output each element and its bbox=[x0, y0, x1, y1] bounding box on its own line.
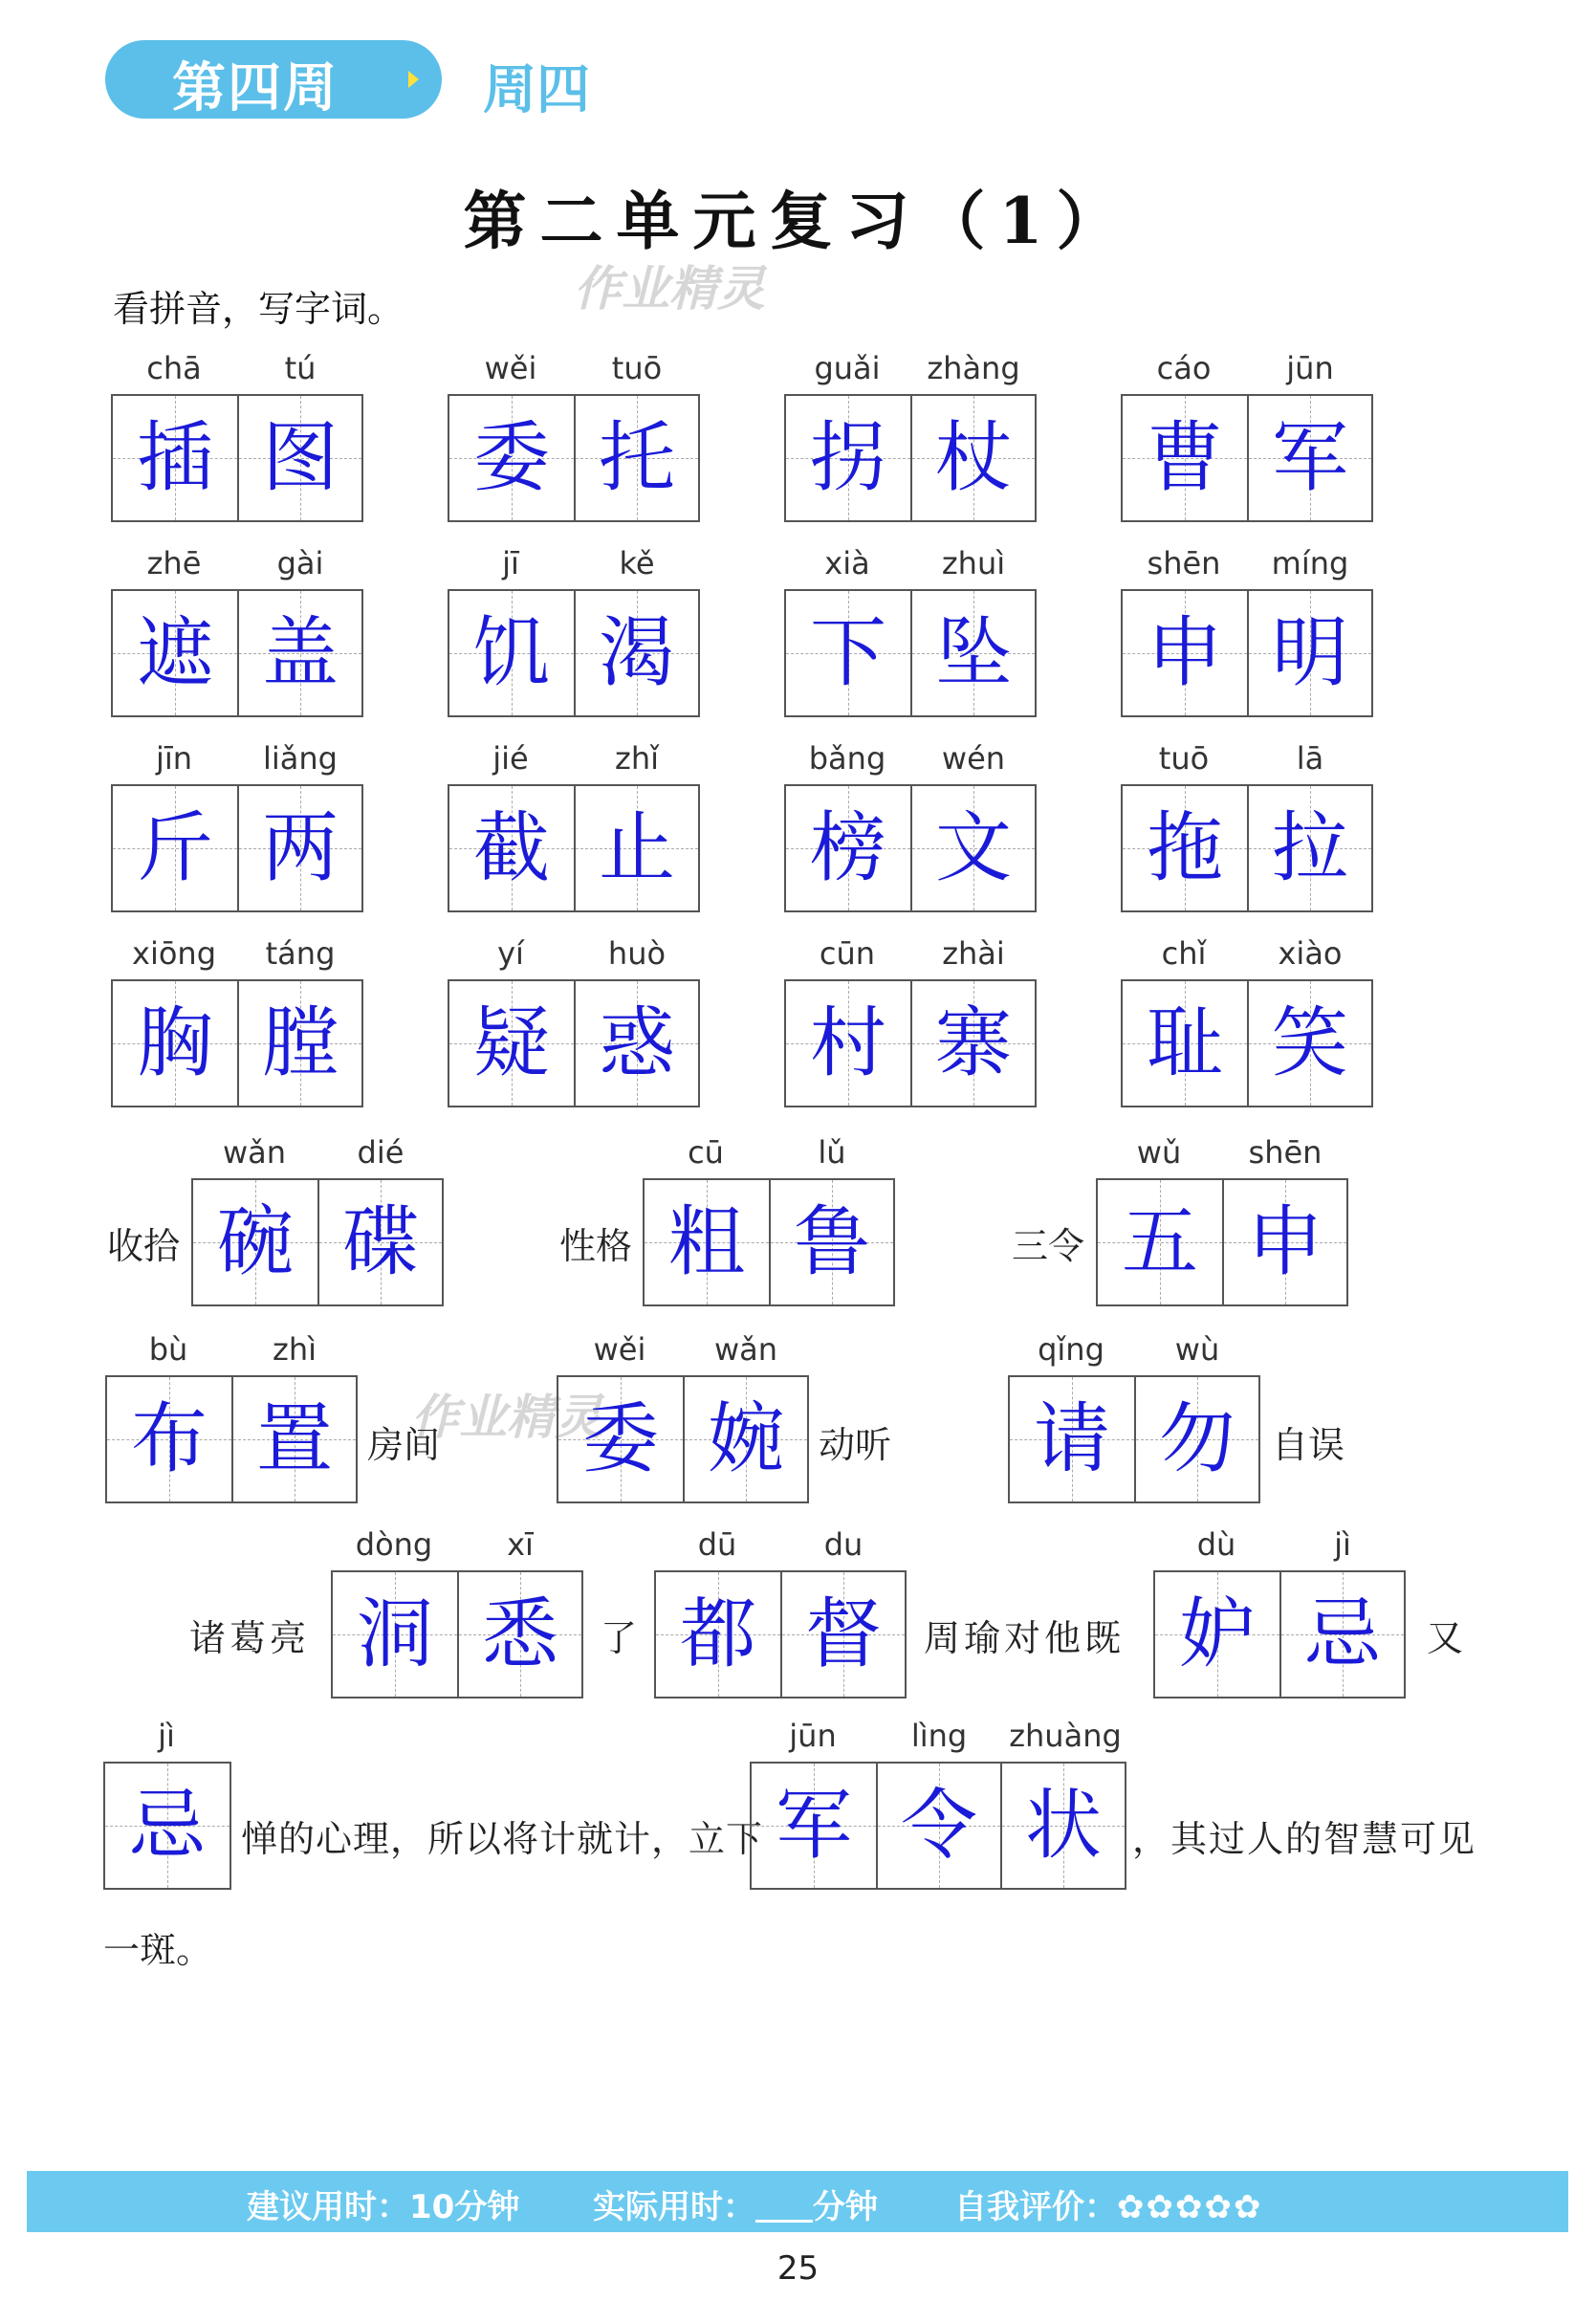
pinyin: shēn bbox=[1147, 545, 1221, 581]
answer-character: 疑 bbox=[473, 998, 550, 1087]
pinyin: cū bbox=[688, 1134, 724, 1171]
tian-grid-cell[interactable] bbox=[113, 981, 237, 1106]
tian-grid-cell[interactable] bbox=[876, 1764, 1000, 1888]
answer-character: 明 bbox=[1272, 608, 1348, 697]
answer-character: 布 bbox=[131, 1394, 208, 1483]
tian-grid-cell[interactable] bbox=[449, 981, 574, 1106]
tian-grid-cell[interactable] bbox=[237, 786, 361, 910]
pinyin-row bbox=[654, 1526, 907, 1574]
answer-character: 曹 bbox=[1147, 413, 1223, 502]
pinyin-row bbox=[784, 350, 1037, 398]
pinyin: kě bbox=[619, 545, 655, 581]
answer-character: 军 bbox=[1272, 413, 1348, 502]
pinyin: wǎn bbox=[713, 1331, 778, 1368]
writing-boxes bbox=[111, 784, 363, 912]
pinyin-row bbox=[784, 935, 1037, 983]
pinyin-row bbox=[191, 1134, 444, 1182]
pinyin-row bbox=[111, 740, 363, 788]
answer-character: 勿 bbox=[1159, 1394, 1235, 1483]
tian-grid-cell[interactable] bbox=[1279, 1572, 1404, 1697]
pinyin-row bbox=[1121, 935, 1373, 983]
pinyin: dū bbox=[697, 1526, 737, 1563]
sentence-text: 三令 bbox=[1012, 1225, 1085, 1267]
answer-character: 耻 bbox=[1147, 998, 1223, 1087]
tian-grid-cell[interactable] bbox=[449, 396, 574, 520]
answer-character: 请 bbox=[1034, 1394, 1110, 1483]
pinyin: jì bbox=[1334, 1526, 1351, 1563]
tian-grid-cell[interactable] bbox=[107, 1377, 231, 1501]
answer-character: 图 bbox=[262, 413, 339, 502]
day-label: 周四 bbox=[483, 59, 590, 121]
tian-grid-cell[interactable] bbox=[113, 786, 237, 910]
tian-grid-cell[interactable] bbox=[574, 591, 698, 715]
writing-boxes bbox=[448, 979, 700, 1107]
tian-grid-cell[interactable] bbox=[574, 981, 698, 1106]
answer-character: 渴 bbox=[599, 608, 675, 697]
pinyin: cūn bbox=[819, 935, 876, 972]
tian-grid-cell[interactable] bbox=[1123, 396, 1247, 520]
pinyin: huò bbox=[607, 935, 667, 972]
answer-character: 申 bbox=[1147, 608, 1223, 697]
writing-boxes bbox=[448, 394, 700, 522]
pinyin: zhuì bbox=[941, 545, 1006, 581]
pinyin: wěi bbox=[593, 1331, 646, 1368]
answer-character: 膛 bbox=[262, 998, 339, 1087]
tian-grid-cell[interactable] bbox=[1222, 1180, 1346, 1304]
pinyin: cáo bbox=[1156, 350, 1212, 386]
pinyin: wù bbox=[1174, 1331, 1220, 1368]
watermark: 作业精灵 bbox=[411, 1390, 602, 1445]
answer-character: 惑 bbox=[599, 998, 675, 1087]
tian-grid-cell[interactable] bbox=[1247, 786, 1371, 910]
sentence-text: ，其过人的智慧可见 bbox=[1132, 1818, 1477, 1860]
self-eval-label: 自我评价： bbox=[954, 2188, 1117, 2226]
pinyin-row bbox=[448, 740, 700, 788]
tian-grid-cell[interactable] bbox=[1000, 1764, 1125, 1888]
writing-boxes bbox=[191, 1178, 444, 1306]
tian-grid-cell[interactable] bbox=[1155, 1572, 1279, 1697]
answer-character: 洞 bbox=[357, 1589, 433, 1678]
pinyin-row bbox=[448, 350, 700, 398]
pinyin: dié bbox=[357, 1134, 404, 1171]
pinyin: bù bbox=[148, 1331, 188, 1368]
answer-character: 鲁 bbox=[794, 1197, 870, 1286]
pinyin: zhǐ bbox=[615, 740, 659, 777]
answer-character: 寨 bbox=[935, 998, 1012, 1087]
tian-grid-cell[interactable] bbox=[105, 1764, 230, 1888]
pinyin-row bbox=[1121, 350, 1373, 398]
answer-character: 插 bbox=[137, 413, 213, 502]
pinyin: dù bbox=[1196, 1526, 1236, 1563]
actual-time-label: 实际用时： bbox=[593, 2188, 755, 2226]
pinyin-row bbox=[557, 1331, 809, 1379]
pinyin-row bbox=[1008, 1331, 1260, 1379]
pinyin-row bbox=[105, 1331, 358, 1379]
pinyin: jié bbox=[492, 740, 529, 777]
pinyin-row bbox=[784, 740, 1037, 788]
pinyin: dòng bbox=[355, 1526, 433, 1563]
pinyin: xī bbox=[507, 1526, 534, 1563]
tian-grid-cell[interactable] bbox=[780, 1572, 905, 1697]
tian-grid-cell[interactable] bbox=[786, 981, 910, 1106]
pinyin: zhuàng bbox=[1009, 1718, 1122, 1754]
answer-character: 忌 bbox=[1304, 1589, 1381, 1678]
sentence-text: 又 bbox=[1427, 1617, 1464, 1659]
tian-grid-cell[interactable] bbox=[1098, 1180, 1222, 1304]
pinyin-row bbox=[643, 1134, 895, 1182]
tian-grid-cell[interactable] bbox=[317, 1180, 442, 1304]
answer-character: 坠 bbox=[935, 608, 1012, 697]
answer-character: 拖 bbox=[1147, 803, 1223, 892]
pinyin-row bbox=[111, 350, 363, 398]
sentence-text: 性格 bbox=[559, 1225, 633, 1267]
pinyin: zhài bbox=[942, 935, 1005, 972]
pinyin: zhàng bbox=[927, 350, 1020, 386]
pinyin: xiào bbox=[1278, 935, 1343, 972]
page-number: 25 bbox=[776, 2249, 820, 2288]
tian-grid-cell[interactable] bbox=[910, 981, 1035, 1106]
pinyin: du bbox=[823, 1526, 864, 1563]
pinyin: qǐng bbox=[1038, 1331, 1104, 1368]
tian-grid-cell[interactable] bbox=[656, 1572, 780, 1697]
pinyin: xiōng bbox=[132, 935, 216, 972]
tian-grid-cell[interactable] bbox=[449, 591, 574, 715]
writing-boxes bbox=[654, 1570, 907, 1698]
answer-character: 督 bbox=[805, 1589, 882, 1678]
answer-character: 村 bbox=[810, 998, 886, 1087]
tian-grid-cell[interactable] bbox=[1247, 396, 1371, 520]
tian-grid-cell[interactable] bbox=[910, 786, 1035, 910]
tian-grid-cell[interactable] bbox=[237, 396, 361, 520]
writing-boxes bbox=[784, 589, 1037, 717]
instruction: 看拼音，写字词。 bbox=[113, 288, 404, 330]
tian-grid-cell[interactable] bbox=[786, 786, 910, 910]
tian-grid-cell[interactable] bbox=[237, 981, 361, 1106]
pinyin: lǔ bbox=[818, 1134, 846, 1171]
tian-grid-cell[interactable] bbox=[786, 591, 910, 715]
answer-character: 忌 bbox=[129, 1781, 206, 1870]
pinyin: jì bbox=[158, 1718, 175, 1754]
sentence-text: 了 bbox=[601, 1617, 638, 1659]
writing-boxes bbox=[103, 1762, 231, 1890]
tian-grid-cell[interactable] bbox=[457, 1572, 581, 1697]
writing-boxes bbox=[784, 979, 1037, 1107]
pinyin: lā bbox=[1296, 740, 1324, 777]
pinyin: chā bbox=[146, 350, 202, 386]
pinyin: gài bbox=[276, 545, 324, 581]
pinyin: jūn bbox=[1286, 350, 1334, 386]
pinyin: lìng bbox=[910, 1718, 968, 1754]
tian-grid-cell[interactable] bbox=[1134, 1377, 1258, 1501]
self-evaluation bbox=[954, 2181, 1262, 2227]
pinyin-row bbox=[448, 545, 700, 593]
tian-grid-cell[interactable] bbox=[769, 1180, 893, 1304]
tian-grid-cell[interactable] bbox=[1123, 591, 1247, 715]
tian-grid-cell[interactable] bbox=[574, 396, 698, 520]
week-label: 第四周 bbox=[172, 57, 339, 120]
answer-character: 五 bbox=[1122, 1197, 1198, 1286]
answer-character: 下 bbox=[810, 608, 886, 697]
answer-character: 申 bbox=[1247, 1197, 1323, 1286]
tian-grid-cell[interactable] bbox=[449, 786, 574, 910]
tian-grid-cell[interactable] bbox=[683, 1377, 807, 1501]
sentence-text: 诸葛亮 bbox=[189, 1617, 311, 1659]
answer-character: 状 bbox=[1025, 1781, 1102, 1870]
answer-character: 碟 bbox=[342, 1197, 419, 1286]
writing-boxes bbox=[1121, 979, 1373, 1107]
tian-grid-cell[interactable] bbox=[333, 1572, 457, 1697]
sentence-text: 收拾 bbox=[107, 1225, 181, 1267]
tian-grid-cell[interactable] bbox=[558, 1377, 683, 1501]
tian-grid-cell[interactable] bbox=[786, 396, 910, 520]
sentence-text: 一斑。 bbox=[103, 1929, 213, 1971]
answer-character: 杖 bbox=[935, 413, 1012, 502]
pinyin-row bbox=[1121, 545, 1373, 593]
answer-character: 委 bbox=[473, 413, 550, 502]
writing-boxes bbox=[111, 589, 363, 717]
answer-character: 两 bbox=[262, 803, 339, 892]
pinyin: guǎi bbox=[814, 350, 881, 386]
pinyin: tuō bbox=[1158, 740, 1210, 777]
answer-character: 粗 bbox=[668, 1197, 745, 1286]
writing-boxes bbox=[1121, 589, 1373, 717]
writing-boxes bbox=[1096, 1178, 1348, 1306]
pinyin: wěi bbox=[484, 350, 537, 386]
answer-character: 军 bbox=[776, 1781, 852, 1870]
pinyin: chǐ bbox=[1161, 935, 1207, 972]
pinyin: wǔ bbox=[1136, 1134, 1182, 1171]
answer-character: 令 bbox=[901, 1781, 977, 1870]
writing-boxes bbox=[784, 394, 1037, 522]
tian-grid-cell[interactable] bbox=[1247, 591, 1371, 715]
writing-boxes bbox=[643, 1178, 895, 1306]
watermark: 作业精灵 bbox=[574, 261, 765, 317]
page-title: 第二单元复习（1） bbox=[463, 184, 1133, 258]
writing-boxes bbox=[557, 1375, 809, 1503]
writing-boxes bbox=[1008, 1375, 1260, 1503]
answer-character: 妒 bbox=[1179, 1589, 1256, 1678]
pinyin-row bbox=[1121, 740, 1373, 788]
pinyin: zhì bbox=[273, 1331, 317, 1368]
tian-grid-cell[interactable] bbox=[752, 1764, 876, 1888]
tian-grid-cell[interactable] bbox=[1123, 981, 1247, 1106]
answer-character: 饥 bbox=[473, 608, 550, 697]
sentence-text: 自误 bbox=[1272, 1424, 1345, 1466]
pinyin: wǎn bbox=[222, 1134, 287, 1171]
writing-boxes bbox=[1121, 394, 1373, 522]
tian-grid-cell[interactable] bbox=[237, 591, 361, 715]
writing-boxes bbox=[111, 394, 363, 522]
sentence-text: 房间 bbox=[367, 1424, 441, 1466]
tian-grid-cell[interactable] bbox=[193, 1180, 317, 1304]
pinyin: jīn bbox=[155, 740, 193, 777]
writing-boxes bbox=[1121, 784, 1373, 912]
pinyin: yí bbox=[497, 935, 524, 972]
pinyin: tú bbox=[284, 350, 317, 386]
writing-boxes bbox=[448, 589, 700, 717]
answer-character: 婉 bbox=[708, 1394, 784, 1483]
arrow-right-icon bbox=[408, 71, 419, 88]
answer-character: 置 bbox=[256, 1394, 333, 1483]
pinyin-row bbox=[1153, 1526, 1406, 1574]
sentence-text: 惮的心理，所以将计就计，立下 bbox=[241, 1818, 764, 1860]
pinyin-row bbox=[1096, 1134, 1348, 1182]
writing-boxes bbox=[1153, 1570, 1406, 1698]
answer-character: 笑 bbox=[1272, 998, 1348, 1087]
answer-character: 榜 bbox=[810, 803, 886, 892]
writing-boxes bbox=[111, 979, 363, 1107]
pinyin: jūn bbox=[789, 1718, 837, 1754]
writing-boxes bbox=[105, 1375, 358, 1503]
pinyin-row bbox=[111, 935, 363, 983]
pinyin-row bbox=[111, 545, 363, 593]
pinyin: wén bbox=[941, 740, 1006, 777]
pinyin: bǎng bbox=[808, 740, 886, 777]
answer-character: 盖 bbox=[262, 608, 339, 697]
actual-time-unit: 分钟 bbox=[813, 2188, 878, 2226]
writing-boxes bbox=[331, 1570, 583, 1698]
answer-character: 文 bbox=[935, 803, 1012, 892]
actual-time-blank[interactable] bbox=[755, 2195, 813, 2223]
answer-character: 止 bbox=[599, 803, 675, 892]
answer-character: 托 bbox=[599, 413, 675, 502]
tian-grid-cell[interactable] bbox=[1247, 981, 1371, 1106]
tian-grid-cell[interactable] bbox=[1010, 1377, 1134, 1501]
pinyin: táng bbox=[265, 935, 336, 972]
answer-character: 截 bbox=[473, 803, 550, 892]
pinyin: tuō bbox=[611, 350, 663, 386]
flower-rating-icon[interactable]: ✿✿✿✿✿ bbox=[1117, 2188, 1263, 2226]
writing-boxes bbox=[750, 1762, 1126, 1890]
suggested-time: 建议用时：10分钟 bbox=[247, 2188, 520, 2226]
answer-character: 悉 bbox=[482, 1589, 558, 1678]
pinyin: jī bbox=[502, 545, 519, 581]
week-badge bbox=[105, 40, 442, 119]
answer-character: 拉 bbox=[1272, 803, 1348, 892]
pinyin-row bbox=[750, 1718, 1128, 1765]
answer-character: 拐 bbox=[810, 413, 886, 502]
tian-grid-cell[interactable] bbox=[113, 396, 237, 520]
answer-character: 遮 bbox=[137, 608, 213, 697]
tian-grid-cell[interactable] bbox=[645, 1180, 769, 1304]
pinyin-row bbox=[103, 1718, 230, 1765]
sentence-text: 动听 bbox=[819, 1424, 892, 1466]
writing-boxes bbox=[448, 784, 700, 912]
actual-time bbox=[593, 2181, 878, 2227]
tian-grid-cell[interactable] bbox=[574, 786, 698, 910]
sentence-text: 周瑜对他既 bbox=[924, 1617, 1126, 1659]
tian-grid-cell[interactable] bbox=[910, 396, 1035, 520]
tian-grid-cell[interactable] bbox=[113, 591, 237, 715]
pinyin-row bbox=[448, 935, 700, 983]
answer-character: 都 bbox=[680, 1589, 756, 1678]
tian-grid-cell[interactable] bbox=[910, 591, 1035, 715]
footer-bar bbox=[27, 2171, 1568, 2232]
pinyin: míng bbox=[1271, 545, 1349, 581]
answer-character: 胸 bbox=[137, 998, 213, 1087]
answer-character: 碗 bbox=[217, 1197, 294, 1286]
pinyin: zhē bbox=[146, 545, 202, 581]
writing-boxes bbox=[784, 784, 1037, 912]
pinyin-row bbox=[331, 1526, 583, 1574]
pinyin: shēn bbox=[1248, 1134, 1323, 1171]
answer-character: 委 bbox=[582, 1394, 659, 1483]
tian-grid-cell[interactable] bbox=[231, 1377, 356, 1501]
answer-character: 斤 bbox=[137, 803, 213, 892]
pinyin: liǎng bbox=[263, 740, 338, 777]
pinyin: xià bbox=[824, 545, 870, 581]
tian-grid-cell[interactable] bbox=[1123, 786, 1247, 910]
pinyin-row bbox=[784, 545, 1037, 593]
